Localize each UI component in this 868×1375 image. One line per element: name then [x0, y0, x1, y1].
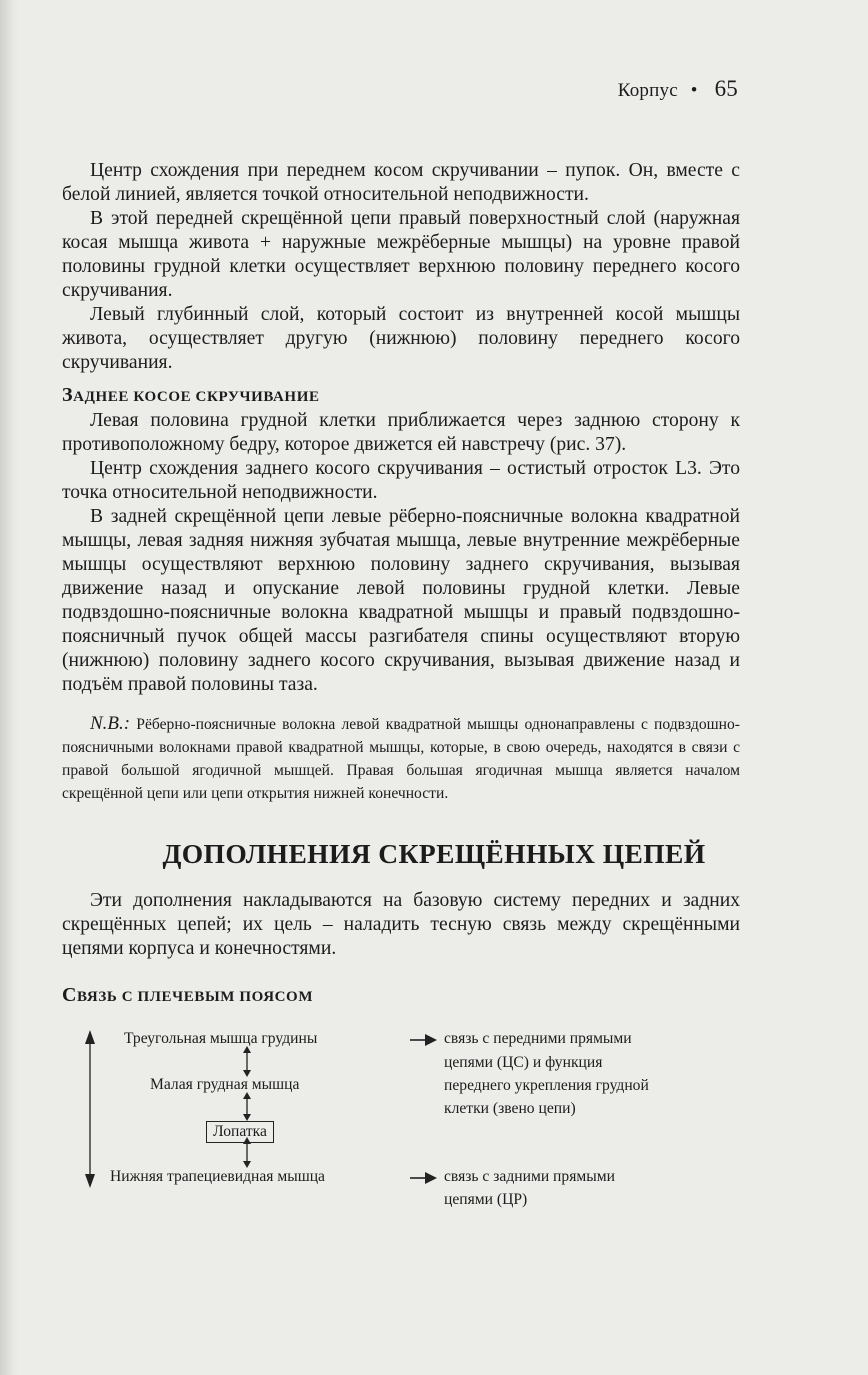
paragraph: Центр схождения при переднем косом скручивании – пупок. Он, вместе с белой линией, является точкой относительной неподвижности. — [62, 160, 740, 205]
nb-label: N.B.: — [90, 713, 131, 734]
small-arrowhead-icon — [243, 1161, 251, 1168]
diagram-item-triangular-muscle: Треугольная мышца грудины — [124, 1030, 318, 1047]
nb-text: Рёберно-поясничные волокна левой квадратной мышцы однонаправлены с подвздошно-поясничными волокнами правой квадратной мышцы, которые, в свою очередь, находятся в связи с правой большой ягодичной мышцей. Правая большая ягодичная мышца является началом скрещённой цепи или цепи открытия нижней конечности. — [62, 716, 740, 802]
paragraph: Левый глубинный слой, который состоит из внутренней косой мышцы живота, осуществляет другую (нижнюю) половину переднего косого скручивания. — [62, 304, 740, 373]
page-gutter-shadow — [0, 0, 18, 1375]
page-number: 65 — [714, 76, 738, 101]
shoulder-chain-diagram — [60, 1020, 760, 1230]
small-arrowhead-icon — [243, 1114, 251, 1121]
header-separator: • — [690, 80, 698, 101]
header-section-title: Корпус — [617, 80, 678, 101]
arrowhead-up-icon — [85, 1030, 95, 1044]
heading-initial: С — [62, 984, 78, 1006]
running-header — [618, 76, 738, 102]
diagram-result-anterior-line1: связь с передними прямыми — [444, 1030, 632, 1047]
diagram-item-lower-trapezius: Нижняя трапециевидная мышца — [110, 1168, 325, 1185]
paragraph: Левая половина грудной клетки приближается через заднюю сторону к противоположному бедру, которое движется ей навстречу (рис. 37). — [62, 410, 740, 455]
diagram-result-anterior-line2: цепями (ЦС) и функция — [444, 1054, 603, 1071]
section-heading-posterior — [62, 384, 320, 407]
heading-rest: ВЯЗЬ С ПЛЕЧЕВЫМ ПОЯСОМ — [77, 989, 314, 1005]
section-heading-shoulder — [62, 984, 313, 1007]
arrowhead-down-icon — [85, 1174, 95, 1188]
heading-initial: З — [62, 384, 74, 406]
additions-text-block — [62, 889, 740, 961]
arrow-right-top-icon — [425, 1034, 437, 1046]
heading-rest: АДНЕЕ КОСОЕ СКРУЧИВАНИЕ — [73, 389, 320, 405]
paragraph: Центр схождения заднего косого скручивания – остистый отросток L3. Это точка относительной неподвижности. — [62, 458, 740, 503]
diagram-item-pectoralis-minor: Малая грудная мышца — [150, 1076, 300, 1093]
posterior-text-block — [62, 409, 740, 697]
diagram-item-scapula: Лопатка — [206, 1121, 274, 1143]
diagram-result-anterior-line3: переднего укрепления грудной — [444, 1077, 649, 1094]
paragraph: В задней скрещённой цепи левые рёберно-поясничные волокна квадратной мышцы, левая задняя нижняя зубчатая мышца, левые внутренние межрёберные мышцы осуществляют верхнюю половину заднего скручивания, вызывая движение назад и опускание левой половины грудной клетки. Левые подвздошно-поясничные волокна квадратной мышцы и правый подвздошно-поясничный пучок общей массы разгибателя спины осуществляют вторую (нижнюю) половину заднего косого скручивания, вызывая движение назад и подъём правой половины таза. — [62, 506, 740, 695]
diagram-result-posterior-line2: цепями (ЦР) — [444, 1191, 528, 1208]
paragraph: В этой передней скрещённой цепи правый поверхностный слой (наружная косая мышца живота + наружные межрёберные мышцы) на уровне правой половины грудной клетки осуществляет верхнюю половину переднего косого скручивания. — [62, 208, 740, 301]
arrow-right-bottom-icon — [425, 1172, 437, 1184]
diagram-result-posterior-line1: связь с задними прямыми — [444, 1168, 615, 1185]
paragraph: Эти дополнения накладываются на базовую систему передних и задних скрещённых цепей; их цель – наладить тесную связь между скрещёнными цепями корпуса и конечностями. — [62, 890, 740, 959]
diagram-arrows — [60, 1020, 760, 1230]
diagram-result-anterior-line4: клетки (звено цепи) — [444, 1100, 576, 1117]
nb-note — [62, 712, 740, 805]
top-text-block — [62, 159, 740, 375]
section-heading-additions: ДОПОЛНЕНИЯ СКРЕЩЁННЫХ ЦЕПЕЙ — [162, 838, 706, 869]
